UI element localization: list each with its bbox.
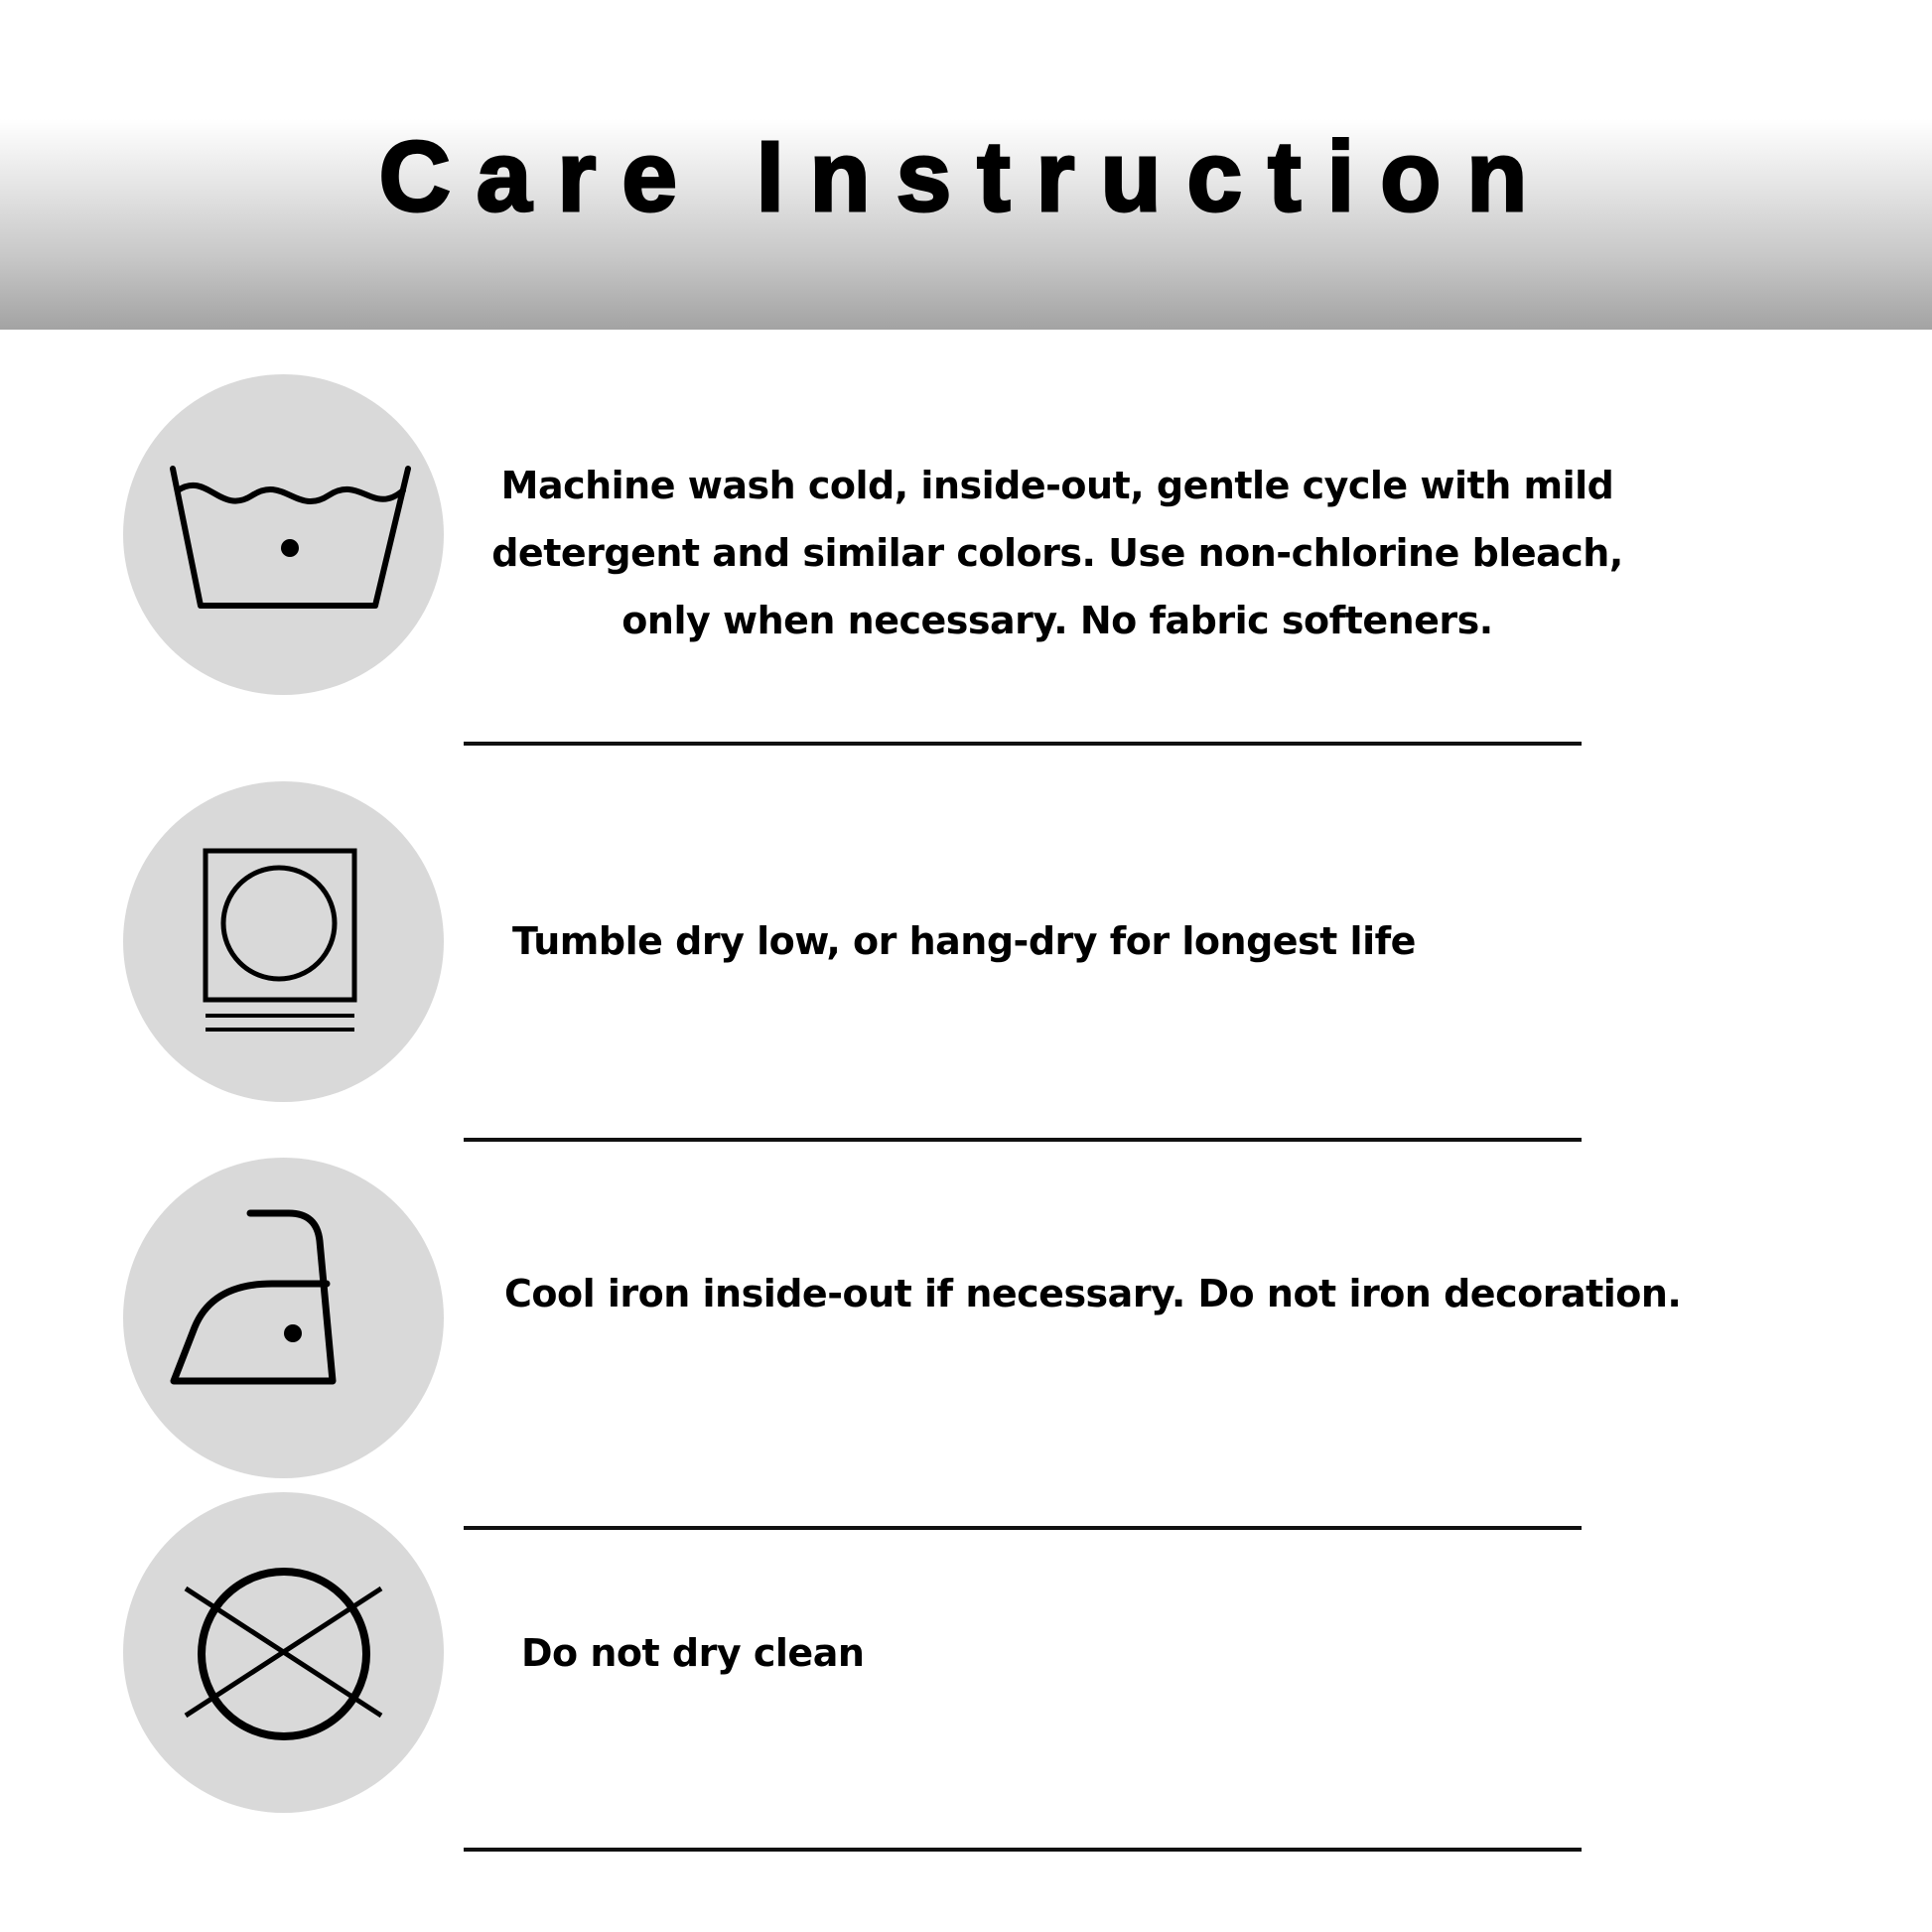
instruction-wash-line-2: detergent and similar colors. Use non-chlorine bleach,: [491, 531, 1623, 575]
instruction-wash-line-3: only when necessary. No fabric softeners.: [621, 599, 1493, 642]
do-not-dry-clean-icon: [123, 1492, 444, 1813]
dry-icon-badge: [123, 781, 444, 1102]
instruction-wash-line-1: Machine wash cold, inside-out, gentle cycle with mild: [500, 464, 1614, 507]
iron-low-icon: [123, 1158, 444, 1478]
divider: [464, 742, 1582, 746]
instruction-iron-text: Cool iron inside-out if necessary. Do not iron decoration.: [504, 1272, 1682, 1315]
iron-icon-badge: [123, 1158, 444, 1478]
divider: [464, 1848, 1582, 1852]
divider: [464, 1526, 1582, 1530]
instruction-dry-text: Tumble dry low, or hang-dry for longest life: [512, 919, 1416, 963]
dry-clean-icon-badge: [123, 1492, 444, 1813]
tumble-dry-low-icon: [123, 781, 444, 1102]
instruction-dry-clean-text: Do not dry clean: [521, 1631, 865, 1675]
page-title: Care Instruction: [378, 121, 1554, 232]
wash-icon-badge: [123, 374, 444, 695]
instruction-wash-text: [467, 452, 1648, 654]
divider: [464, 1138, 1582, 1142]
machine-wash-cold-icon: [123, 374, 444, 695]
